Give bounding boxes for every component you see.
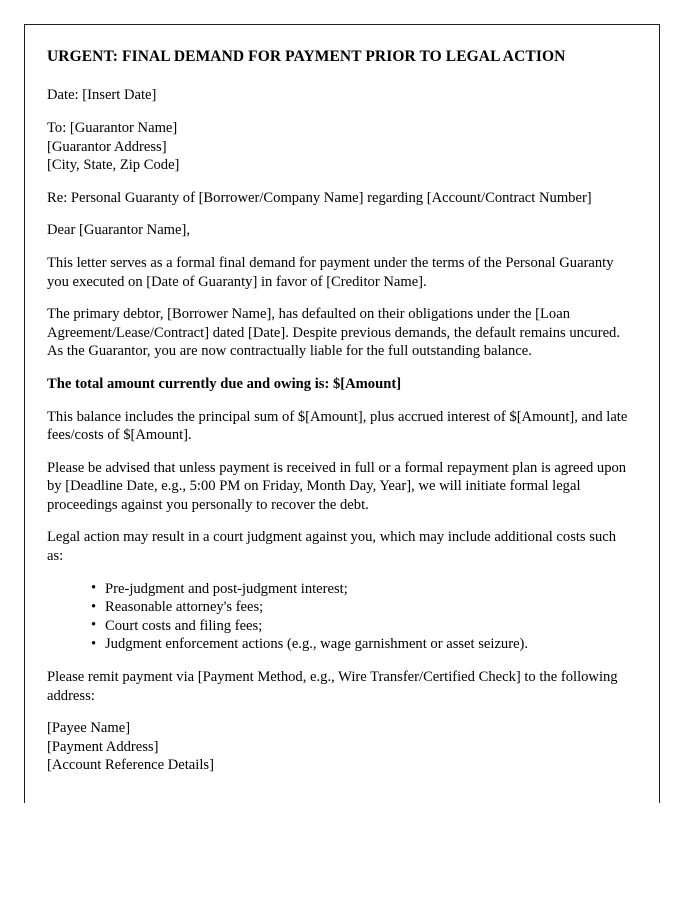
recipient-address-block bbox=[47, 119, 633, 175]
list-item: • Reasonable attorney's fees; bbox=[91, 598, 633, 617]
document-body bbox=[25, 25, 659, 775]
date-line: Date: [Insert Date] bbox=[47, 87, 157, 104]
paragraph-consequences-intro: Legal action may result in a court judgment against you, which may include additional costs such as: bbox=[47, 529, 617, 565]
list-item: • Judgment enforcement actions (e.g., wage garnishment or asset seizure). bbox=[91, 635, 633, 654]
payment-line: [Payment Address] bbox=[47, 738, 159, 755]
page-title: URGENT: FINAL DEMAND FOR PAYMENT PRIOR TO LEGAL ACTION bbox=[47, 48, 566, 65]
paragraph-deadline: Please be advised that unless payment is received in full or a formal repayment plan is agreed upon by [Deadline Date, e.g., 5:00 PM on Friday, Month Day, Year], we will initiate formal legal proceedings against you personally to recover the debt. bbox=[47, 459, 627, 513]
recipient-line: [Guarantor Address] bbox=[47, 138, 167, 155]
subject-line: Re: Personal Guaranty of [Borrower/Company Name] regarding [Account/Contract Number] bbox=[47, 189, 592, 206]
payment-address-block bbox=[47, 719, 633, 775]
payment-line: [Account Reference Details] bbox=[47, 757, 214, 774]
cost-items-list bbox=[47, 580, 633, 654]
payment-line: [Payee Name] bbox=[47, 720, 131, 737]
paragraph-remit: Please remit payment via [Payment Method, e.g., Wire Transfer/Certified Check] to the following address: bbox=[47, 669, 618, 704]
paragraph-intro: This letter serves as a formal final demand for payment under the terms of the Personal Guaranty you executed on [Date of Guaranty] in favor of [Creditor Name]. bbox=[47, 254, 614, 290]
list-item: • Court costs and filing fees; bbox=[91, 617, 633, 636]
salutation: Dear [Guarantor Name], bbox=[47, 222, 191, 239]
paragraph-default: The primary debtor, [Borrower Name], has defaulted on their obligations under the [Loan Agreement/Lease/Contract] dated [Date]. Despite previous demands, the default remains uncured. As the Guarantor, you are now contractually liable for the full outstanding balance. bbox=[47, 306, 620, 360]
recipient-line: [City, State, Zip Code] bbox=[47, 157, 180, 174]
list-item: • Pre-judgment and post-judgment interest; bbox=[91, 580, 633, 599]
total-due-line: The total amount currently due and owing is: $[Amount] bbox=[47, 375, 402, 392]
document-page bbox=[24, 24, 660, 803]
paragraph-breakdown: This balance includes the principal sum of $[Amount], plus accrued interest of $[Amount], and late fees/costs of $[Amount]. bbox=[47, 408, 628, 444]
recipient-line: To: [Guarantor Name] bbox=[47, 119, 178, 136]
